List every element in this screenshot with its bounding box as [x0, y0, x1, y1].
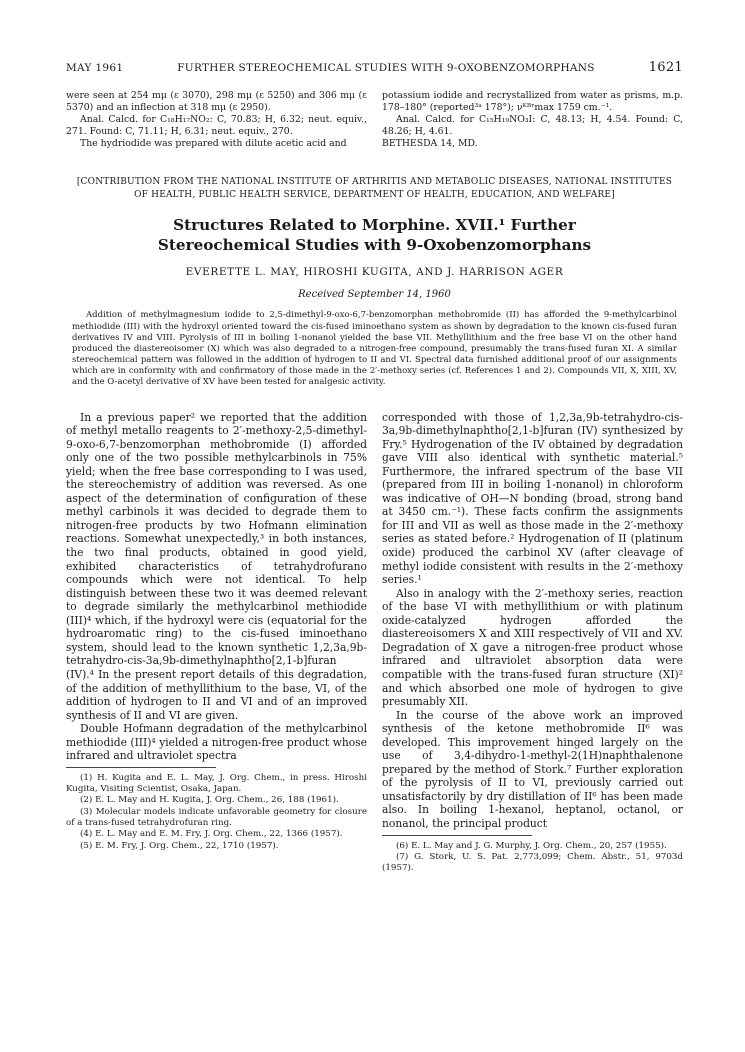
title-line: Structures Related to Morphine. XVII.¹ Further: [173, 216, 576, 235]
footnote: (6) E. L. May and J. G. Murphy, J. Org. Chem., 20, 257 (1955).: [396, 840, 667, 851]
article-body: [66, 411, 683, 875]
footnote-divider: [66, 767, 216, 768]
paragraph: Also in analogy with the 2′-methoxy series, reaction of the base VI with methyllithium or with platinum oxide-catalyzed hydrogen afforded the diastereoisomers X and XIII respectively of VII and XV. Degradation of X gave a nitrogen-free product whose infrared and ultraviolet absorption data were compatible with the trans-fused furan structure (XI)² and which absorbed one mole of hydrogen to give presumably XII.: [382, 586, 683, 709]
footnote: (4) E. L. May and E. M. Fry, J. Org. Chem., 22, 1366 (1957).: [80, 829, 343, 840]
footnotes-right: [382, 841, 683, 875]
footnote: (7) G. Stork, U. S. Pat. 2,773,099; Chem. Abstr., 51, 9703d (1957).: [382, 851, 683, 874]
paragraph: Anal. Calcd. for C₁₅H₁₉NO₃I: C, 48.13; H, 4.54. Found: C, 48.26; H, 4.61.: [382, 114, 683, 138]
paragraph: Double Hofmann degradation of the methylcarbinol methiodide (III)⁴ yielded a nitrogen-free product whose infrared and ultraviolet spectra: [66, 722, 367, 763]
received-date: Received September 14, 1960: [298, 289, 451, 301]
top-right-column: [382, 90, 683, 150]
address: BETHESDA 14, MD.: [382, 138, 478, 150]
right-column: [382, 411, 683, 875]
footnotes-left: [66, 773, 367, 852]
paragraph: corresponded with those of 1,2,3a,9b-tetrahydro-cis-3a,9b-dimethylnaphtho[2,1-b]furan (IV) synthesized by Fry.⁵ Hydrogenation of the IV obtained by degradation gave VIII also identical with synthetic material.⁵ Furthermore, the infrared spectrum of the base VII (prepared from III in boiling 1-nonanol) in chloroform was indicative of OH—N bonding (broad, strong band at 3450 cm.⁻¹). These facts confirm the assignments for III and VII as well as those made in the 2′-methoxy series as stated before.² Hydrogenation of II (platinum oxide) produced the carbinol XV (after cleavage of methyl iodide consistent with results in the 2′-methoxy series.¹: [382, 410, 683, 587]
paragraph: Anal. Calcd. for C₁₈H₁₇NO₂: C, 70.83; H, 6.32; neut. equiv., 271. Found: C, 71.11; H, 6.31; neut. equiv., 270.: [66, 114, 367, 138]
paragraph: were seen at 254 mμ (ε 3070), 298 mμ (ε 5250) and 306 mμ (ε 5370) and an inflection at 318 mμ (ε 2950).: [66, 90, 367, 114]
left-column: [66, 411, 367, 875]
issue-date: MAY 1961: [66, 62, 124, 74]
page-number: 1621: [648, 60, 683, 75]
title-line: Stereochemical Studies with 9-Oxobenzomorphans: [157, 235, 592, 254]
paragraph: potassium iodide and recrystallized from water as prisms, m.p. 178–180° (reported³ᵃ 178°); νᴷᴮʳmax 1759 cm.⁻¹.: [382, 90, 683, 114]
footnote: (2) E. L. May and H. Kugita, J. Org. Chem., 26, 188 (1961).: [80, 795, 339, 806]
paragraph: In a previous paper² we reported that the addition of methyl metallo reagents to 2′-methoxy-2,5-dimethyl-9-oxo-6,7-benzomorphan methobromide (I) afforded only one of the two possible methylcarbinols in 75% yield; when the free base corresponding to I was used, the stereochemistry of addition was reversed. As one aspect of the determination of configuration of these methyl carbinols it was decided to degrade them to nitrogen-free products by two Hofmann elimination reactions. Somewhat unexpectedly,³ in both instances, the two final products, obtained in good yield, exhibited characteristics of tetrahydrofurano compounds which were not identical. To help distinguish between these two it was deemed relevant to degrade similarly the methylcarbinol methiodide (III)⁴ which, if the hydroxyl were cis (equatorial for the hydroaromatic ring) to the cis-fused iminoethano system, should lead to the known synthetic 1,2,3a,9b-tetrahydro-cis-3a,9b-dimethylnaphtho[2,1-b]furan (IV).⁴ In the present report details of this degradation, of the addition of methyllithium to the base, VI, of the addition of hydrogen to II and VI and of an improved synthesis of II and VI are given.: [66, 410, 367, 722]
abstract: Addition of methylmagnesium iodide to 2,5-dimethyl-9-oxo-6,7-benzomorphan methobromide (II) has afforded the 9-methylcarbinol methiodide (III) with the hydroxyl oriented toward the cis-fused iminoethano system as shown by degradation to the known cis-fused furan derivatives IV and VIII. Pyrolysis of III in boiling 1-nonanol yielded the base VII. Methyllithium and the free base VI on the other hand produced the diastereoisomer (X) which was also degraded to a nitrogen-free compound, presumably the trans-fused furan XI. A similar stereochemical pattern was followed in the addition of hydrogen to II and VI. Spectral data furnished additional proof of our assignments which are in conformity with and confirmatory of those made in the 2′-methoxy series (cf. References 1 and 2). Compounds VII, X, XIII, XV, and the O-acetyl derivative of XV have been tested for analgesic activity.: [72, 310, 677, 388]
running-title: FURTHER STEREOCHEMICAL STUDIES WITH 9-OXOBENZOMORPHANS: [177, 62, 595, 74]
footnote-divider: [382, 835, 532, 836]
paragraph: The hydriodide was prepared with dilute acetic acid and: [80, 138, 347, 150]
footnote: (1) H. Kugita and E. L. May, J. Org. Chem., in press. Hiroshi Kugita, Visiting Scientist, Osaka, Japan.: [66, 772, 367, 795]
journal-page: [66, 60, 683, 874]
contribution-note: [CONTRIBUTION FROM THE NATIONAL INSTITUTE OF ARTHRITIS AND METABOLIC DISEASES, NATIONAL INSTITUTES OF HEALTH, PUBLIC HEALTH SERVICE, DEPARTMENT OF HEALTH, EDUCATION, AND WELFARE]: [76, 177, 673, 200]
running-head: [66, 60, 683, 82]
previous-article-end: [66, 90, 683, 150]
footnote: (5) E. M. Fry, J. Org. Chem., 22, 1710 (1957).: [80, 840, 279, 851]
top-left-column: [66, 90, 367, 150]
footnote: (3) Molecular models indicate unfavorable geometry for closure of a trans-fused tetrahydrofuran ring.: [66, 806, 367, 828]
authors: EVERETTE L. MAY, HIROSHI KUGITA, AND J. HARRISON AGER: [185, 266, 564, 279]
paragraph: In the course of the above work an improved synthesis of the ketone methobromide II⁶ was developed. This improvement hinged largely on the use of 3,4-dihydro-1-methyl-2(1H)naphthalenone prepared by the method of Stork.⁷ Further exploration of the pyrolysis of II to VI, previously carried out unsatisfactorily by dry distillation of II⁶ has been made also. In boiling 1-hexanol, heptanol, octanol, or nonanol, the principal product: [382, 708, 683, 830]
article-title: [66, 216, 683, 255]
